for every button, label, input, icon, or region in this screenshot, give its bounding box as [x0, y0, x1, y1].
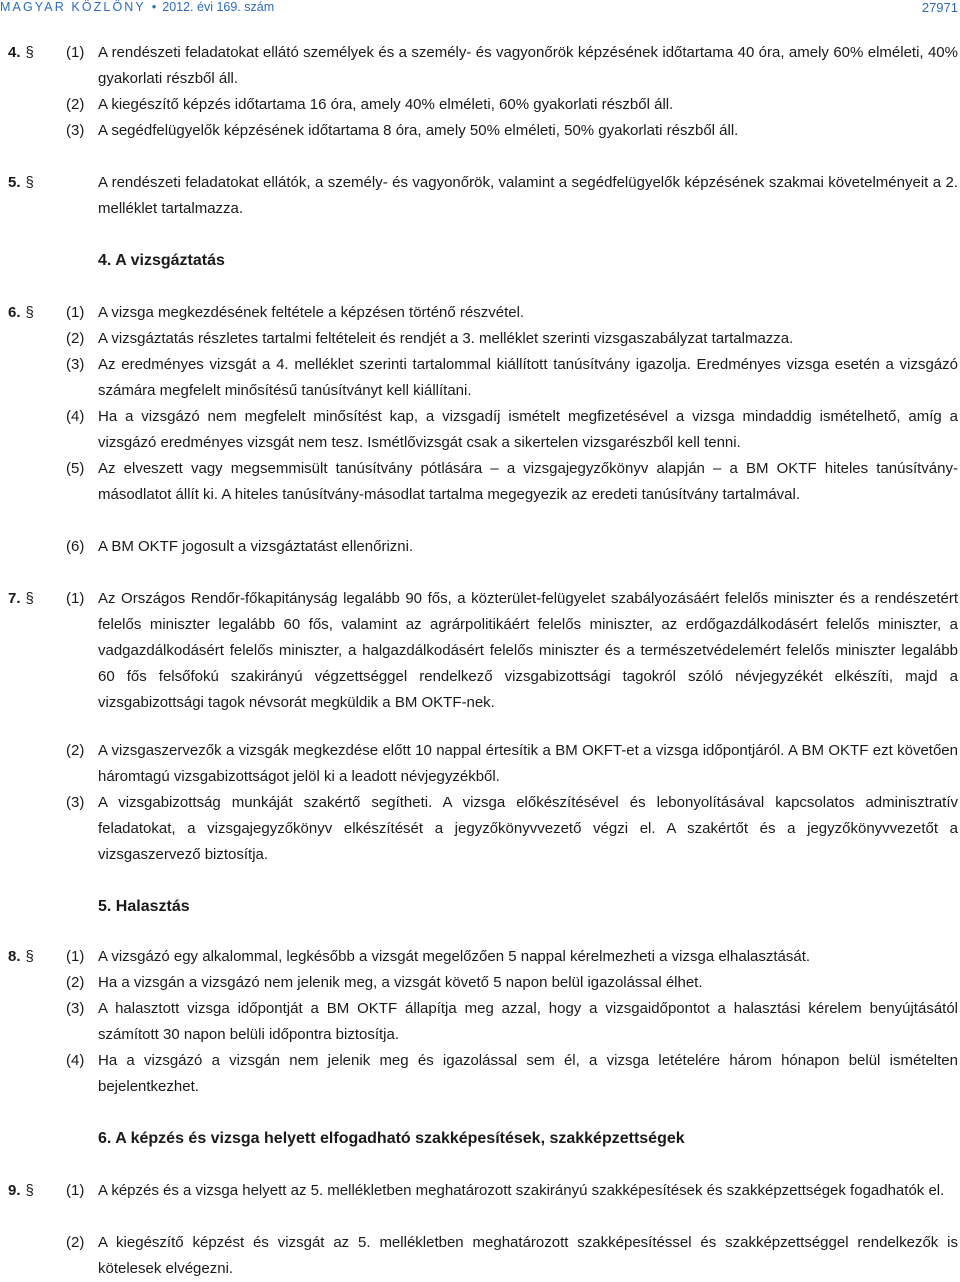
section-4-number: 4. § [8, 44, 34, 61]
issue-number: 2012. évi 169. szám [162, 0, 275, 14]
section-4-paragraph-3: A segédfelügyelők képzésének időtartama 8 óra, amely 50% elméleti, 50% gyakorlati részből áll. [98, 122, 739, 139]
section-6-paragraph-1: A vizsga megkezdésének feltétele a képzésen történő részvétel. [98, 304, 525, 321]
section-6-paragraph-6: A BM OKTF jogosult a vizsgáztatást ellenőrizni. [98, 538, 414, 555]
publication-header [0, 0, 274, 14]
paragraph-number: (1) [66, 590, 85, 607]
section-5-text: A rendészeti feladatokat ellátók, a személy- és vagyonőrök, valamint a segédfelügyelők képzésének szakmai követelményeit a 2. melléklet tartalmazza. [98, 174, 958, 217]
paragraph-number: (1) [66, 304, 85, 321]
section-7-paragraph-1: Az Országos Rendőr-főkapitányság legalább 90 fős, a közterület-felügyelet szabályozásáért felelős miniszter és a rendészetért felelős miniszter legalább 60 fős, valamint az agrárpolitikáért felelős miniszter, az erdőgazdálkodásért felelős miniszter, a vadgazdálkodásért felelős miniszter, a halgazdálkodásért felelős miniszter és a természetvédelemért felelős miniszter legalább 60 fős felsőfokú szakirányú végzettséggel rendelkező vizsgabizottsági tagokról szóló névjegyzékét elkészíti, majd a vizsgabizottsági tagok névsorát megküldik a BM OKTF-nek. [98, 590, 958, 711]
section-8-paragraph-4: Ha a vizsgázó a vizsgán nem jelenik meg és igazolással sem él, a vizsga letételére három hónapon belül ismételten bejelentkezhet. [98, 1052, 958, 1095]
paragraph-number: (2) [66, 974, 85, 991]
section-4-paragraph-2: A kiegészítő képzés időtartama 16 óra, amely 40% elméleti, 60% gyakorlati részből áll. [98, 96, 674, 113]
paragraph-number: (4) [66, 408, 85, 425]
paragraph-number: (4) [66, 1052, 85, 1069]
section-7-paragraph-3: A vizsgabizottság munkáját szakértő segítheti. A vizsga előkészítésével és lebonyolításával kapcsolatos adminisztratív feladatokat, a vizsgajegyzőkönyv elkészítését a jegyzőkönyvvezető végzi el. A szakértőt és a jegyzőkönyvvezetőt a vizsgaszervező biztosítja. [98, 794, 958, 863]
section-9-number: 9. § [8, 1182, 34, 1199]
section-8-paragraph-3: A halasztott vizsga időpontját a BM OKTF állapítja meg azzal, hogy a vizsgaidőpontot a halasztási kérelem benyújtásától számított 30 napon belüli időpontra biztosítja. [98, 1000, 958, 1043]
paragraph-number: (2) [66, 1234, 85, 1251]
section-6-paragraph-2: A vizsgáztatás részletes tartalmi feltételeit és rendjét a 3. melléklet szerinti vizsgaszabályzat tartalmazza. [98, 330, 794, 347]
section-7-paragraph-2: A vizsgaszervezők a vizsgák megkezdése előtt 10 nappal értesítik a BM OKFT-et a vizsga időpontjáról. A BM OKTF ezt követően háromtagú vizsgabizottságot jelöl ki a leadott névjegyzékből. [98, 742, 958, 785]
section-8-number: 8. § [8, 948, 34, 965]
paragraph-number: (3) [66, 122, 85, 139]
paragraph-number: (2) [66, 96, 85, 113]
paragraph-number: (3) [66, 1000, 85, 1017]
page-header [0, 0, 960, 22]
chapter-heading-6: 6. A képzés és vizsga helyett elfogadható szakképesítések, szakképzettségek [98, 1130, 685, 1147]
paragraph-number: (3) [66, 794, 85, 811]
chapter-heading-5: 5. Halasztás [98, 898, 190, 915]
chapter-heading-4: 4. A vizsgáztatás [98, 252, 225, 269]
section-6-number: 6. § [8, 304, 34, 321]
paragraph-number: (1) [66, 948, 85, 965]
section-9-paragraph-1: A képzés és a vizsga helyett az 5. mellékletben meghatározott szakirányú szakképesítések és szakképzettségek fogadhatók el. [98, 1182, 945, 1199]
section-9-paragraph-2: A kiegészítő képzést és vizsgát az 5. mellékletben meghatározott szakképesítéssel és szakképzettséggel rendelkezők is kötelesek elvégezni. [98, 1234, 958, 1277]
paragraph-number: (1) [66, 1182, 85, 1199]
section-8-paragraph-2: Ha a vizsgán a vizsgázó nem jelenik meg, a vizsgát követő 5 napon belül igazolással élhet. [98, 974, 703, 991]
header-bullet: • [151, 0, 157, 14]
section-4-paragraph-1: A rendészeti feladatokat ellátó személyek és a személy- és vagyonőrök képzésének időtartama 40 óra, amely 60% elméleti, 40% gyakorlati részből áll. [98, 44, 958, 87]
page-number: 27971 [921, 0, 958, 15]
paragraph-number: (6) [66, 538, 85, 555]
section-8-paragraph-1: A vizsgázó egy alkalommal, legkésőbb a vizsgát megelőzően 5 nappal kérelmezheti a vizsga elhalasztását. [98, 948, 811, 965]
section-5-number: 5. § [8, 174, 34, 191]
paragraph-number: (2) [66, 742, 85, 759]
section-7-number: 7. § [8, 590, 34, 607]
paragraph-number: (5) [66, 460, 85, 477]
section-6-paragraph-5: Az elveszett vagy megsemmisült tanúsítvány pótlására – a vizsgajegyzőkönyv alapján – a BM OKTF hiteles tanúsítvány-másodlatot állít ki. A hiteles tanúsítvány-másodlat tartalma megegyezik az eredeti tanúsítvány tartalmával. [98, 460, 958, 503]
section-6-paragraph-3: Az eredményes vizsgát a 4. melléklet szerinti tartalommal kiállított tanúsítvány igazolja. Eredményes vizsga esetén a vizsgázó számára megfelelt minősítésű tanúsítványt kell kiállítani. [98, 356, 958, 399]
section-6-paragraph-4: Ha a vizsgázó nem megfelelt minősítést kap, a vizsgadíj ismételt megfizetésével a vizsga mindaddig ismételhető, amíg a vizsgázó eredményes vizsgát nem tesz. Ismétlővizsgát csak a sikertelen vizsgarészből kell tenni. [98, 408, 958, 451]
publication-title: MAGYAR KÖZLÖNY [0, 0, 146, 14]
paragraph-number: (1) [66, 44, 85, 61]
paragraph-number: (2) [66, 330, 85, 347]
paragraph-number: (3) [66, 356, 85, 373]
